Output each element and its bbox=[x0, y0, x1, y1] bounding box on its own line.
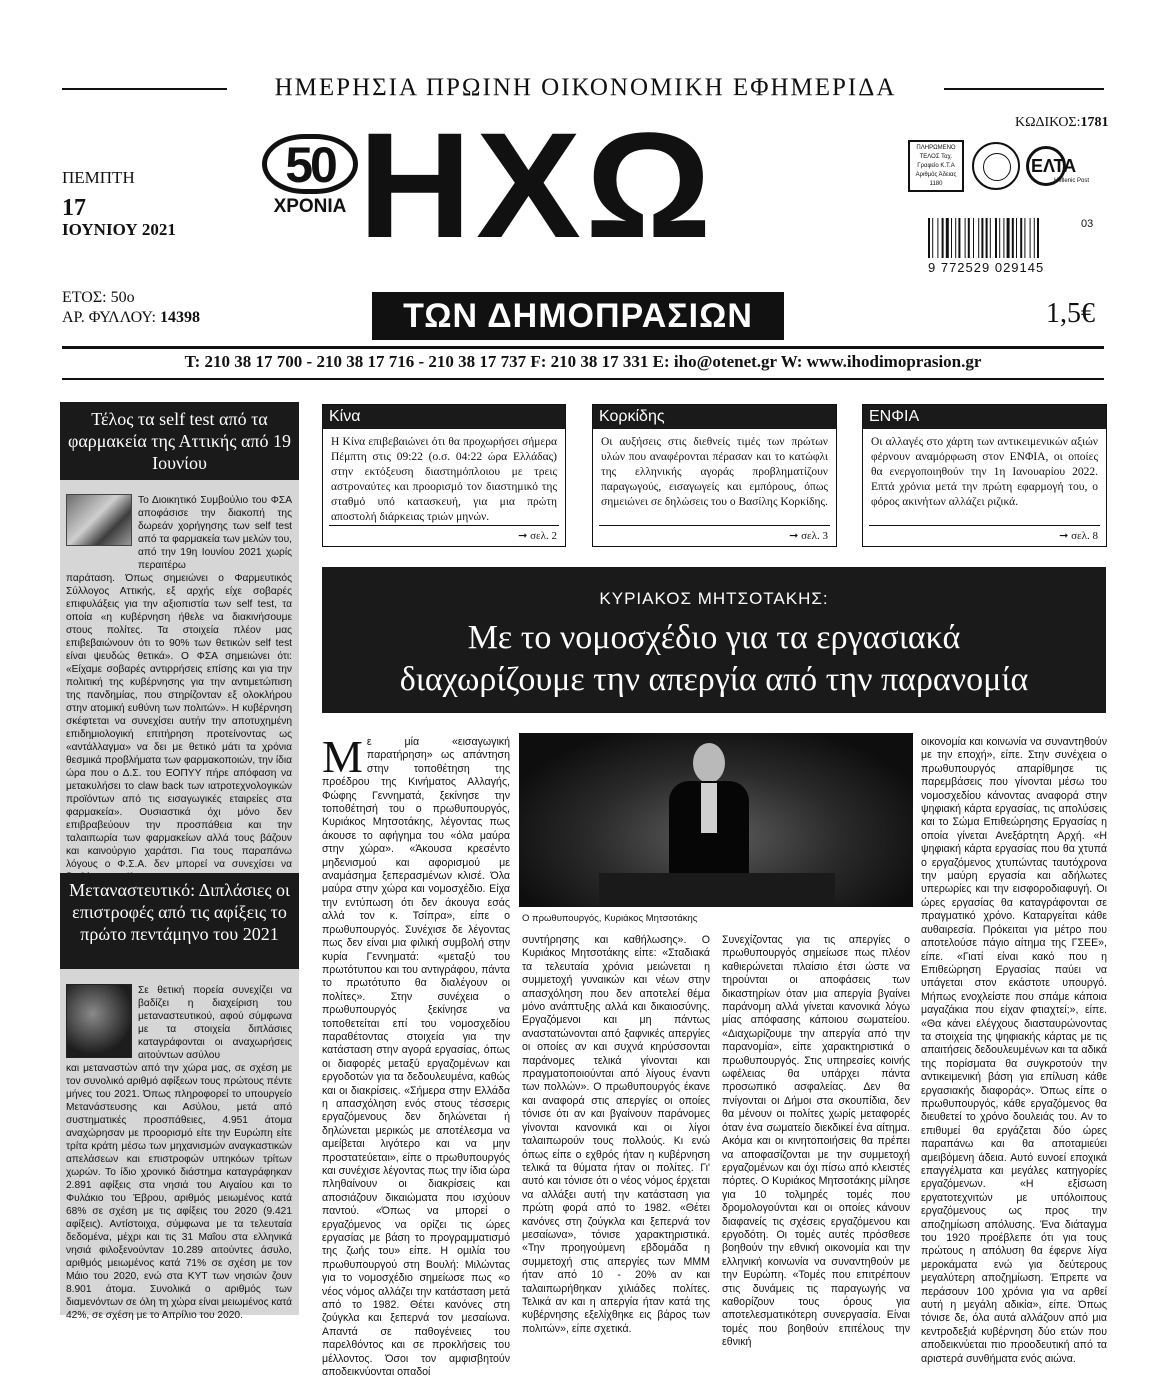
lead-column-3 bbox=[722, 934, 910, 1350]
seal-icon bbox=[972, 142, 1020, 190]
code-line bbox=[1015, 115, 1108, 131]
lead-headline-block[interactable] bbox=[322, 567, 1106, 713]
elta-logo bbox=[1026, 142, 1108, 190]
day-name: ΠΕΜΠΤΗ bbox=[62, 168, 135, 187]
masthead-subtitle: ΤΩΝ ΔΗΜΟΠΡΑΣΙΩΝ bbox=[372, 292, 784, 340]
sidebar-story1-title[interactable]: Τέλος τα self test από τα φαρμακεία της Αττικής από 19 Ιουνίου bbox=[60, 402, 299, 480]
lead-column-2 bbox=[522, 934, 710, 1336]
month-year: ΙΟΥΝΙΟΥ 2021 bbox=[62, 220, 176, 239]
year-label: ΕΤΟΣ: 50ο bbox=[62, 289, 135, 306]
issue-line bbox=[62, 308, 200, 328]
contact-rule-bottom bbox=[62, 378, 1104, 380]
lead-headline-line2: διαχωρίζουμε την απεργία από την παρανομία bbox=[399, 661, 1029, 698]
lead-column-1 bbox=[322, 731, 510, 1379]
teaser-box-enfia[interactable] bbox=[862, 404, 1107, 547]
teaser-page-link[interactable]: ➞ σελ. 8 bbox=[1059, 530, 1098, 542]
badge-number: 50 bbox=[262, 134, 358, 194]
podium bbox=[599, 873, 835, 907]
barcode-digits: 9 772529 029145 bbox=[928, 260, 1045, 275]
story1-intro: Το Διοικητικό Συμβούλιο του ΦΣΑ αποφάσισε την διακοπή της δωρεάν χορήγησης των self test από τα φαρμακεία των μελών του, από την 19η Ιουνίου 2021 χωρίς περαιτέρω bbox=[138, 495, 292, 571]
issue-number: 14398 bbox=[159, 309, 200, 326]
teaser-rule bbox=[599, 525, 830, 526]
teaser-title: Κίνα bbox=[323, 405, 565, 429]
lead-headline bbox=[322, 617, 1106, 701]
lead-dropcap: Μ bbox=[322, 731, 363, 782]
lead-column-4 bbox=[921, 736, 1107, 1366]
teaser-box-korkidis[interactable] bbox=[592, 404, 837, 547]
lead-headline-line1: Με το νομοσχέδιο για τα εργασιακά bbox=[467, 619, 961, 656]
issue-label: ΑΡ. ΦΥΛΛΟΥ: bbox=[62, 309, 156, 326]
lead-col4-text: οικονομία και κοινωνία να συναντηθούν με την εποχή», είπε. Στην συνέχεια ο πρωθυπουργός απαρίθμησε τις παρεμβάσεις που γίνονται μέσω του νομοσχεδίου κάνοντας αναφορά στην ψηφιακή κάρτα εργασίας, τις απολύσεις και το Σώμα Επιθεώρησης Εργασίας η οποία γίνεται Ανεξάρτητη Αρχή. «Η ψηφιακή κάρτα εργασίας που θα χτυπά ο εργαζόμενος χτυπώντας ταυτόχρονα την μαύρη εργασία και αδήλωτες υπερωρίες και την εισφοροδιαφυγή. Οι ώρες εργασίας θα καταγράφονται σε πραγματικό χρόνο. Καταργείται κάθε αυθαιρεσία. Πρόκειται για μέτρο που αποτελούσε πάγιο αίτημα της ΓΣΕΕ», είπε. «Γιατί είναι κακό που η Επιθεώρηση Εργασίας παύει να υπάγεται στον εκάστοτε υπουργό. Μήπως ενοχλείστε που σπάμε κάποια μαγαζάκια που είχαν φτιαχτεί;», είπε. «Θα κάνει ελέγχους διασταυρώνοντας τα στοιχεία της ψηφιακής κάρτας με τις απαιτήσεις δεδουλευμένων και τα αδικά της πορίσματα θα συγκροτούν την αντικειμενική βάση για επίλυση κάθε εργασιακής διαφοράς». Όπως είπε ο πρωθυπουργός, κάθε εργαζόμενος θα διευθετεί το χρόνο δουλειάς του. Αν το επιθυμεί θα εργάζεται δύο ώρες παραπάνω και θα αποταμιεύει αμειβόμενη άδεια. Αυτό ευνοεί εποχικά επαγγέλματα και μεγάλες κατηγορίες εργαζόμενων. «Η εξίσωση εργατοτεχνιτών με υπόλοιπους εργαζόμενους ως προς την αποζημίωση απόλυσης. Ένα διάταγμα του 1920 προέβλεπε ότι για τους πρώτους η απόλυση θα έφερνε λίγα μεροκάματα ενώ για δεύτερους μεγαλύτερη αποζημίωση. Έπρεπε να περάσουν 100 χρόνια για να αρθεί αυτή η μεγάλη αδικία», είπε. Όπως τόνισε δε, όλα αυτά αλλάζουν από μια κεντροδεξιά κυβέρνηση δύο ετών που αποδεικνύεται πιο προοδευτική από τα αριστερά συνθήματα ενός αιώνα. bbox=[921, 736, 1107, 1365]
lead-col3-text: Συνεχίζοντας για τις απεργίες ο πρωθυπουργός σημείωσε πως πλέον καθιερώνεται πλαίσιο έτσι ώστε να τηρούνται οι αποφάσεις των δικαστηρίων όταν μια απεργία βγαίνει παράνομη αλλά γίνεται κανονικά λόγω μίας απόφασης κάποιου σωματείου. «Διαχωρίζουμε την απεργία από την παρανομία», είπε χαρακτηριστικά ο πρωθυπουργός. Στις υπηρεσίες κοινής ωφέλειας θα υπάρχει πάντα προσωπικό ασφαλείας. Δεν θα πνίγονται οι Δήμοι στα σκουπίδια, δεν θα μένουν οι πολίτες χωρίς μεταφορές όταν ένα σωματείο διεκδικεί ένα αίτημα. Ακόμα και οι κινητοποιήσεις θα πρέπει να αποφασίζονται με την συμμετοχή εργαζομένων και όχι πίσω από κλειστές πόρτες. Ο Κυριάκος Μητσοτάκης μίλησε για 10 τολμηρές τομές που δρομολογούνται και οι οποίες κάνουν διαφανείς τις σχέσεις εργαζόμενου και εργοδότη. Οι τομές αυτές πρόσθεσε βοηθούν την εθνική οικονομία και την ελληνική κοινωνία να συναντηθούν με την Ευρώπη. «Τομές που επιτρέπουν στις δυνάμεις τις παραγωγής να καθορίζουν τους όρους για αποτελεσματικότερη συνεργασία. Είναι τομές που βοηθούν επιτέλους την εθνική bbox=[722, 934, 910, 1349]
story1-photo bbox=[66, 494, 132, 546]
contact-line[interactable]: T: 210 38 17 700 - 210 38 17 716 - 210 38 17 737 F: 210 38 17 331 E: iho@otenet.gr W: www.ihodimoprasion.gr bbox=[184, 352, 982, 371]
story2-photo bbox=[66, 984, 132, 1058]
masthead-title[interactable]: ΗΧΩ bbox=[358, 101, 716, 269]
tagline: ΗΜΕΡΗΣΙΑ ΠΡΩΙΝΗ ΟΙΚΟΝΟΜΙΚΗ ΕΦΗΜΕΡΙΔΑ bbox=[274, 74, 897, 101]
teaser-page-link[interactable]: ➞ σελ. 3 bbox=[789, 530, 828, 542]
code-label: ΚΩΔΙΚΟΣ: bbox=[1015, 115, 1081, 130]
teaser-rule bbox=[329, 525, 559, 526]
teaser-title: Κορκίδης bbox=[593, 405, 836, 429]
tagline-rule-right bbox=[944, 88, 1104, 90]
lead-col1-text: ε μία «εισαγωγική παρατήρηση» ως απάντηση στην τοποθέτηση της προέδρου της Κινήματος Αλλαγής, Φώφης Γεννηματά, ξεκίνησε την τοποθέτησή του ο πρωθυπουργός, Κυριάκος Μητσοτάκης, λέγοντας πως άκουσε το αφήγημα του «όλα μαύρα στην χώρα». «Άκουσα κρεσέντο μηδενισμού και αφορισμού με αναμάσημα ξεπερασμένων κλισέ. Όλα μαύρα στην χώρα και νομοσχέδιο. Είχα την εντύπωση ότι δεν άκουγα εσάς αλλά τον κ. Τσίπρα», είπε ο πρωθυπουργός. Συνέχισε δε λέγοντας πως δεν είναι μια φιλική συμβολή στην κυρία Γεννηματά: «μεταξύ του πρωτότυπου και του αντιγράφου, πάντα το πρωτότυπο θα διαλέγουν οι πολίτες». Στην συνέχεια ο πρωθυπουργός ξεκίνησε να τοποθετείται επί του νομοσχεδίου παραθέτοντας στοιχεία για την κατάσταση στην αγορά εργασίας, όπως οι διαφορές μεταξύ εργαζομένων και εργοδοτών για τα δεδουλευμένα, καθώς και οι διακρίσεις. «Σήμερα στην Ελλάδα η απασχόληση ενός στους τέσσερις εργαζόμενους δεν δηλώνεται ή δηλώνεται μερικώς με αποτέλεσμα να αμείβεται λιγότερο και να μην προστατεύεται», είπε ο πρωθυπουργός και συνέχισε λέγοντας πως την ίδια ώρα πληθαίνουν οι διακρίσεις και αποσιάζουν δικαιώματα που ισχύουν παντού. «Όπως να μπορεί ο εργαζόμενος να ορίζει τις ώρες εργασίας με βάση το προγραμματισμό της ζωής του» είπε. Η ομιλία του πρωθυπουργού στη Βουλή: Μιλώντας για το νομοσχέδιο σημείωσε πως «ο νέος νόμος αλλάζει την κατάσταση μετά από το 1982. Θέτει κανόνες στη ζούγκλα και ξεπερνά τον μεσαίωνα. Απαντά σε παθογένειες του παρελθόντος και σε προκλήσεις του μέλλοντος. Όσοι τον αμφισβητούν αποδεικνύονται οπαδοί bbox=[322, 736, 510, 1379]
lead-photo bbox=[519, 733, 913, 907]
day-number: 17 bbox=[62, 195, 86, 221]
story2-intro: Σε θετική πορεία συνεχίζει να βαδίζει η διαχείριση του μεταναστευτικού, αφού σύμφωνα με τα στοιχεία διπλάσιες καταγράφονται οι αναχωρήσεις αιτούντων ασύλου bbox=[138, 985, 292, 1061]
teaser-title: ΕΝΦΙΑ bbox=[863, 405, 1106, 429]
teaser-page-link[interactable]: ➞ σελ. 2 bbox=[518, 530, 557, 542]
teaser-rule bbox=[869, 525, 1100, 526]
elta-subtext: Hellenic Post bbox=[1054, 178, 1090, 184]
elta-text: ΕΛΤΑ bbox=[1031, 156, 1077, 176]
barcode-addon: 03 bbox=[1081, 218, 1094, 230]
teaser-box-kina[interactable] bbox=[322, 404, 566, 547]
badge-label: ΧΡΟΝΙΑ bbox=[273, 196, 347, 217]
postal-stamps bbox=[908, 140, 1108, 192]
date-block bbox=[62, 168, 176, 240]
story2-body: και μεταναστών από την χώρα μας, σε σχέση με τον συνολικό αριθμό αφίξεων τους πρώτους πέντε μήνες του 2021. Όπως πληροφορεί το υπουργείο Μετανάστευσης και Ασύλου, μετά από συστηματικές προσπάθειες, 4.951 άτομα αναχώρησαν με προορισμό είτε την Ευρώπη είτε τρίτα κράτη μέσω των μηχανισμών αναγκαστικών απελάσεων και επιστροφών υπηκόων τρίτων χωρών. Το ίδιο χρονικό διάστημα καταγράφηκαν 2.891 αφίξεις στα νησιά του Αιγαίου και το Φυλάκιο του Έβρου, αριθμός μειωμένος κατά 68% σε σχέση με τις αφίξεις του 2020 (9.421 αφίξεις). Αντίστοιχα, σύμφωνα με τα τελευταία δεδομένα, μέχρι και τις 31 Μαΐου στα ελληνικά νησιά φιλοξενούνταν 10.289 αιτούντες άσυλο, αριθμός μειωμένος κατά 71% σε σχέση με τον Μάιο του 2020, ενώ στα ΚΥΤ των νησιών ζουν 8.901 άτομα. Συνολικά ο αριθμός των διαμενόντων σε όλη τη χώρα είναι μειωμένος κατά 42%, σε σχέση με το Απρίλιο του 2020. bbox=[66, 1063, 293, 1321]
speaker-head bbox=[693, 743, 725, 783]
teaser-text: Οι αλλαγές στο χάρτη των αντικειμενικών αξιών φέρνουν αναμόρφωση στον ΕΝΦΙΑ, οι οποίες θα ενεργοποιηθούν την 1η Ιανουαρίου 2022. Επτά χρόνια μετά την πρώτη εφαρμογή του, ο φόρος ακινήτων αλλάζει ριζικά. bbox=[871, 436, 1098, 508]
teaser-text: Η Κίνα επιβεβαιώνει ότι θα προχωρήσει σήμερα Πέμπτη στις 09:22 (ο.σ. 04:22 ώρα Ελλάδας) στην εκτόξευση διαστημόπλοιου με τρεις αστροναύτες και προορισμό τον διαστημικό της σταθμό υπό κατασκευή, για μια πρώτη αποστολή διάρκειας τριών μηνών. bbox=[331, 436, 557, 523]
code-value: 1781 bbox=[1080, 115, 1109, 130]
sidebar-story2-title[interactable]: Μεταναστευτικό: Διπλάσιες οι επιστροφές από τις αφίξεις το πρώτο πεντάμηνο του 2021 bbox=[60, 873, 299, 969]
contact-rule-top bbox=[62, 346, 1104, 349]
photo-caption: Ο πρωθυπουργός, Κυριάκος Μητσοτάκης bbox=[522, 913, 698, 924]
anniversary-badge bbox=[262, 134, 358, 218]
tagline-rule-left bbox=[62, 88, 227, 90]
teaser-text: Οι αυξήσεις στις διεθνείς τιμές των πρώτων υλών που αναφέρονται πέρασαν και το κατώφλι της ελληνικής αγοράς προβληματίζουν παραγωγούς, εισαγωγείς και εμπόρους, όπως σημειώνει σε δηλώσεις του ο Βασίλης Κορκίδης. bbox=[601, 436, 828, 508]
paid-postage-stamp: ΠΛΗΡΩΜΕΝΟ ΤΕΛΟΣ Ταχ. Γραφείο Κ.Τ.Α Αριθμός Άδειας 1180 bbox=[908, 140, 964, 192]
lead-kicker: ΚΥΡΙΑΚΟΣ ΜΗΤΣΟΤΑΚΗΣ: bbox=[599, 589, 829, 608]
story1-body: παράταση. Όπως σημειώνει ο Φαρμευτικός Σύλλογος Αττικής, εξ αρχής είχε σοβαρές επιφυλάξεις για την αξιοπιστία των self test, τα οποία «η κυβέρνηση ήθελε να διακινήσουμε στους πολίτες. Τα στοιχεία πλέον μας επιβεβαιώνουν ότι το 90% των θετικών self test είναι ψευδώς θετικά». Ο ΦΣΑ σημειώνει ότι: «Είχαμε σοβαρές αντιρρήσεις επίσης και για την πολιτική της κυβέρνησης για την αντιμετώπιση της πανδημίας, που στηρίζονταν εξ ολοκλήρου στην ατομική ευθύνη των πολιτών». Η κυβέρνηση σκέφτεται να συνεχίσει αυτήν την αποτυχημένη επιδημιολογική επιτήρηση προτείνοντας ως «αντάλλαγμα» να δει με θετικό μάτι τα χρόνια θεσμικά προβλήματα των φαρμακοποιών, την ίδια ώρα που ο Δ.Σ. του ΕΟΠΥΥ πήρε απόφαση να μετακυλήσει το claw back των ιατροτεχνολογικών προϊόντων από τις εισαγωγικές εταιρείες στα φαρμακεία». Ουσιαστικά όχι μόνο δεν επιβραβεύουν την προσπάθεια και την ταλαιπωρία των φαρμακείων αλλά τους βάζουν και καινούργιο χαράτσι. Για τους παραπάνω λόγους ο Φ.Σ.Α. δεν μπορεί να συνεχίσει να bbox=[66, 573, 292, 870]
issue-block bbox=[62, 288, 200, 328]
lead-col2-text: συντήρησης και καθήλωσης». Ο Κυριάκος Μητσοτάκης είπε: «Σταδιακά τα τελευταία χρόνια μειώνεται η συμμετοχή γυναικών και νέων στην απασχόληση που δεν αποτελεί θέμα μόνο ανάπτυξης αλλά και δικαιοσύνης. Εργαζόμενοι και μη πάντως αναστατώνονται από ξαφνικές απεργίες οι οποίες αν και συχνά κηρύσσονται παράνομες τελικά γίνονται και πραγματοποιούνται από λίγους έναντι των πολλών». Ο πρωθυπουργός έκανε και αναφορά στις απεργίες οι οποίες τόνισε ότι αν και βγαίνουν παράνομες γίνονται κανονικά και οι λίγοι ταλαιπωρούν τους πολλούς. Κι ενώ όπως είπε ο εχθρός ήταν η κυβέρνηση τελικά τα θύματα ήταν οι πολίτες. Γι' αυτό και τόνισε ότι ο νέος νόμος έρχεται να αλλάξει αυτή την κατάσταση για πρώτη φορά από το 1982. «Θέτει κανόνες στη ζούγκλα και ξεπερνά τον μεσαίωνα», τόνισε χαρακτηριστικά. «Την προηγούμενη εβδομάδα η συμμετοχή στις απεργίες των ΜΜΜ ήταν από 10 - 20% αν και ταλαιπωρήθηκαν χιλιάδες πολίτες. Τελικά αν και η απεργία ήταν κατά της κυβέρνησης εξελίχθηκε εις βάρος των πολιτών», είπε σχετικά. bbox=[522, 934, 710, 1335]
barcode-icon bbox=[928, 218, 1104, 264]
price: 1,5€ bbox=[1046, 298, 1095, 329]
speaker-shirt bbox=[701, 783, 717, 833]
